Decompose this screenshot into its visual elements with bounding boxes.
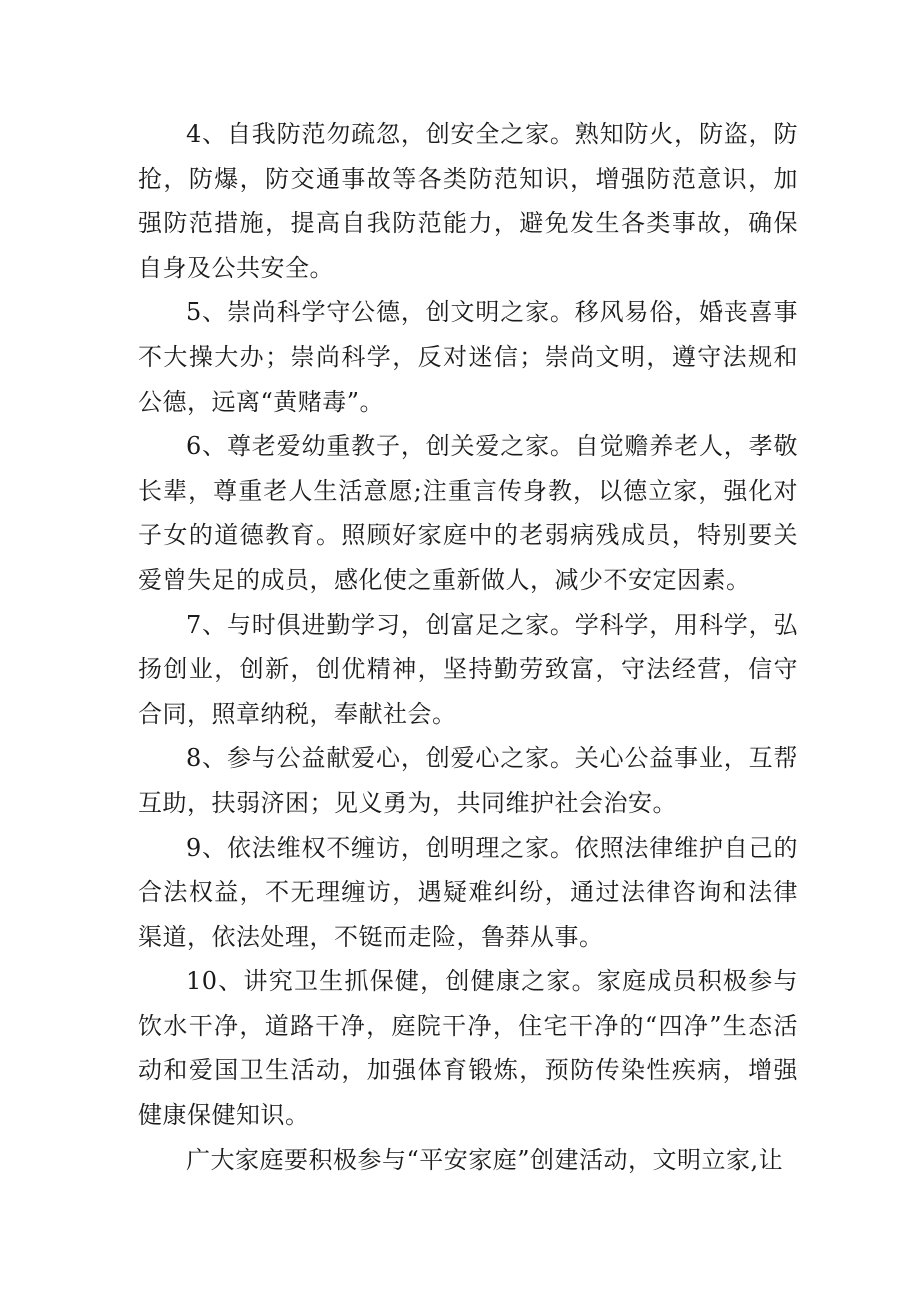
- paragraph-item-7: 7、与时俱进勤学习，创富足之家。学科学，用科学，弘扬创业，创新，创优精神，坚持勤劳致富，守法经营，信守合同，照章纳税，奉献社会。: [138, 610, 798, 728]
- paragraph-closing: 广大家庭要积极参与“平安家庭”创建活动，文明立家,让: [186, 1145, 784, 1174]
- document-body: [138, 112, 798, 1182]
- paragraph-item-6: 6、尊老爱幼重教子，创关爱之家。自觉赡养老人，孝敬长辈，尊重老人生活意愿;注重言传身教，以德立家，强化对子女的道德教育。照顾好家庭中的老弱病残成员，特别要关爱曾失足的成员，感化使之重新做人，减少不安定因素。: [138, 432, 798, 594]
- paragraph-item-10: 10、讲究卫生抓保健，创健康之家。家庭成员积极参与饮水干净，道路干净，庭院干净，住宅干净的“四净”生态活动和爱国卫生活动，加强体育锻炼，预防传染性疾病，增强健康保健知识。: [138, 967, 798, 1130]
- paragraph-item-4: 4、自我防范勿疏忽，创安全之家。熟知防火，防盗，防抢，防爆，防交通事故等各类防范知识，增强防范意识，加强防范措施，提高自我防范能力，避免发生各类事故，确保自身及公共安全。: [138, 120, 798, 282]
- paragraph-item-5: 5、崇尚科学守公德，创文明之家。移风易俗，婚丧喜事不大操大办；崇尚科学，反对迷信；崇尚文明，遵守法规和公德，远离“黄赌毒”。: [138, 298, 798, 416]
- paragraph-item-9: 9、依法维权不缠访，创明理之家。依照法律维护自己的合法权益，不无理缠访，遇疑难纠纷，通过法律咨询和法律渠道，依法处理，不铤而走险，鲁莽从事。: [138, 833, 798, 951]
- paragraph-item-8: 8、参与公益献爱心，创爱心之家。关心公益事业，互帮互助，扶弱济困；见义勇为，共同维护社会治安。: [138, 744, 798, 817]
